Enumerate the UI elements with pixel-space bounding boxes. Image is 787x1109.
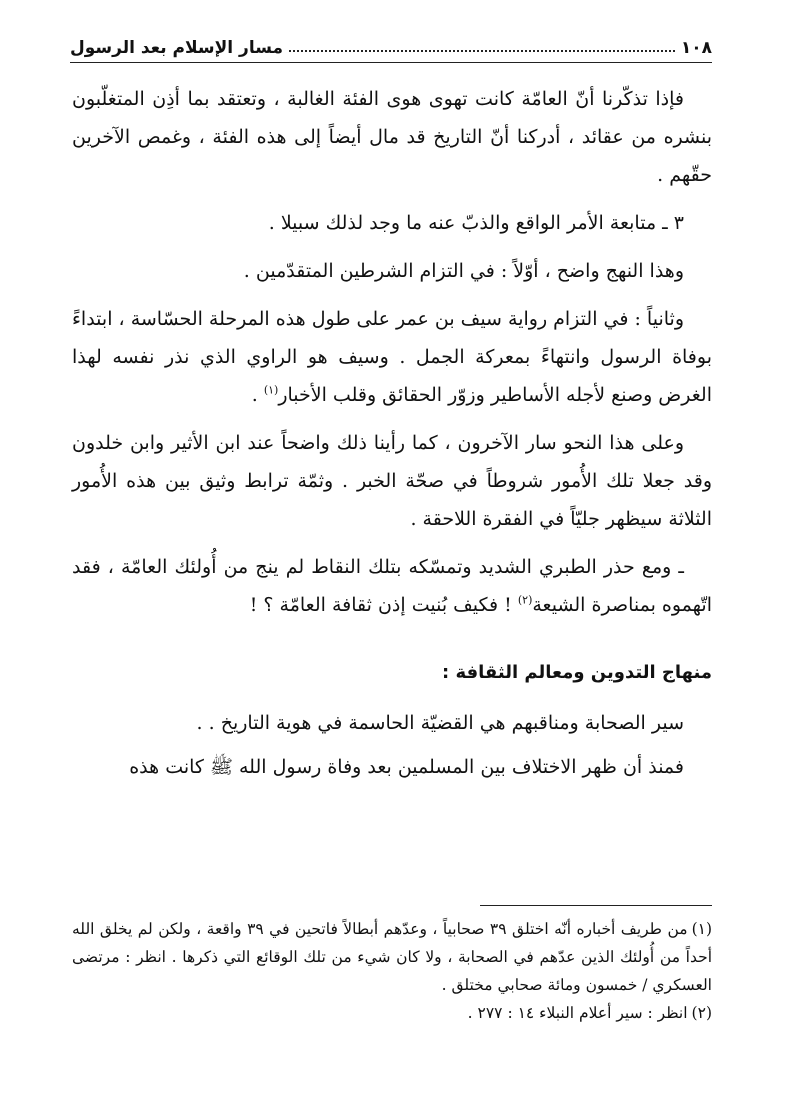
- paragraph: [72, 80, 712, 194]
- header-dot-leader: [289, 50, 675, 52]
- paragraph-text-end: .: [251, 384, 264, 406]
- page-number: ١٠٨: [680, 38, 712, 58]
- paragraph: [72, 300, 712, 414]
- paragraph-text: سير الصحابة ومناقبهم هي القضيّة الحاسمة في هوية التاريخ . .: [196, 712, 684, 734]
- paragraph-text: فمنذ أن ظهر الاختلاف بين المسلمين بعد وفاة رسول الله ﷺ كانت هذه: [129, 756, 684, 778]
- paragraph-text: ـ ومع حذر الطبري الشديد وتمسّكه بتلك النقاط لم ينج من أُولئك العامّة ، فقد اتّهموه بمناصرة الشيعة: [72, 556, 712, 616]
- paragraph-text: ٣ ـ متابعة الأمر الواقع والذبّ عنه ما وجد لذلك سبيلا .: [268, 212, 684, 234]
- paragraph: [72, 548, 712, 624]
- footnote-number: (٢): [691, 1004, 712, 1022]
- footnote-ref: (٢): [517, 593, 533, 607]
- section-heading: منهاج التدوين ومعالم الثقافة :: [441, 662, 712, 683]
- running-title: مسار الإسلام بعد الرسول: [70, 38, 284, 58]
- paragraph-text: وعلى هذا النحو سار الآخرون ، كما رأينا ذلك واضحاً عند ابن الأثير وابن خلدون وقد جعلا تلك الأُمور شروطاً في صحّة الخبر . وثمّة ترابط وثيق بين هذه الأُمور الثلاثة سيظهر جليّاً في الفقرة اللاحقة .: [72, 432, 712, 530]
- footnotes: [72, 915, 712, 1027]
- footnote: [72, 999, 712, 1027]
- page-header: [70, 28, 712, 58]
- footnote: [72, 915, 712, 999]
- paragraph-text-end: ! فكيف بُنيت إذن ثقافة العامّة ؟ !: [249, 594, 518, 616]
- paragraph: [72, 204, 712, 242]
- footnote-number: (١): [691, 920, 713, 938]
- paragraph: [72, 704, 712, 742]
- footnote-text: انظر : سير أعلام النبلاء ١٤ : ٢٧٧ .: [467, 1004, 688, 1022]
- header-rule: [70, 62, 712, 63]
- paragraph: [72, 424, 712, 538]
- paragraph-text: فإذا تذكّرنا أنّ العامّة كانت تهوى هوى الفئة الغالبة ، وتعتقد بما أذِن المتغلّبون بنشره من عقائد ، أدركنا أنّ التاريخ قد مال أيضاً إلى هذه الفئة ، وغمص الآخرين حقّهم .: [72, 88, 712, 186]
- paragraph: [72, 252, 712, 290]
- paragraph-text: وثانياً : في التزام رواية سيف بن عمر على طول هذه المرحلة الحسّاسة ، ابتداءً بوفاة الرسول وانتهاءً بمعركة الجمل . وسيف هو الراوي الذي نذر نفسه لهذا الغرض وصنع لأجله الأساطير وزوّر الحقائق وقلب الأخبار: [72, 308, 712, 406]
- footnote-separator: [480, 905, 712, 906]
- footnote-text: من طريف أخباره أنّه اختلق ٣٩ صحابياً ، وعدّهم أبطالاً فاتحين في ٣٩ واقعة ، ولكن لم يخلق الله أحداً من أُولئك الذين عدّهم في الصحابة ، ولا كان شيء من تلك الوقائع التي ذكرها . انظر : مرتضى العسكري / خمسون ومائة صحابي مختلق .: [72, 920, 712, 994]
- main-text: [72, 80, 712, 792]
- paragraph: [72, 748, 712, 786]
- paragraph-text: وهذا النهج واضح ، أوّلاً : في التزام الشرطين المتقدّمين .: [243, 260, 684, 282]
- footnote-ref: (١): [263, 383, 279, 397]
